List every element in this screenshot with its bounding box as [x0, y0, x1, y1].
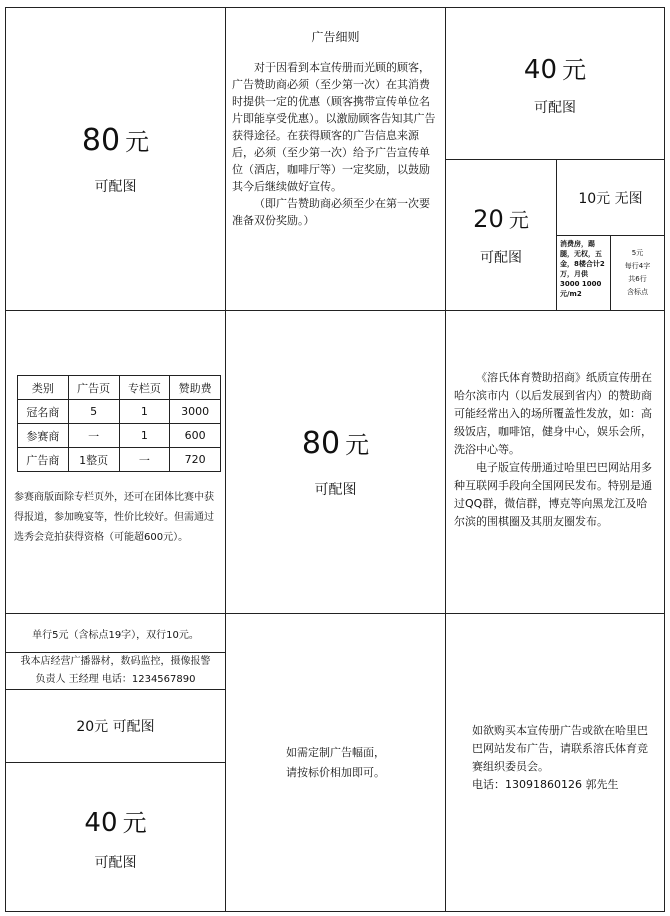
- caption: 可配图: [480, 249, 522, 266]
- ad-5-spec: [610, 235, 665, 311]
- spec-price: 5元: [631, 249, 644, 257]
- table-cell: 720: [170, 448, 221, 472]
- table-cell: 600: [170, 424, 221, 448]
- table-cell: 1整页: [68, 448, 119, 472]
- ad-80-top-left: [5, 7, 226, 311]
- rules-note: （即广告赞助商必须至少在第一次要准备双份奖励。）: [232, 197, 430, 227]
- header-cell: 专栏页: [119, 376, 170, 400]
- caption: 可配图: [534, 100, 576, 116]
- table-cell: 3000: [170, 400, 221, 424]
- spec-punct: 含标点: [627, 288, 648, 296]
- spec-lines: 共6行: [628, 275, 647, 283]
- ad-label: 20元 可配图: [76, 719, 155, 735]
- ad-80-center: [225, 310, 446, 614]
- table-cell: 广告商: [18, 448, 69, 472]
- ad-label: 10元 无图: [578, 190, 643, 207]
- spec-chars: 每行4字: [624, 262, 651, 270]
- caption: 可配图: [94, 854, 137, 871]
- table-cell: 1: [119, 424, 170, 448]
- price-unit: 元: [508, 207, 529, 232]
- header-cell: 赞助费: [170, 376, 221, 400]
- rules-title: 广告细则: [311, 30, 360, 44]
- price: 80: [81, 123, 121, 158]
- ad-40-top-right: [445, 7, 665, 160]
- sponsor-note: 参赛商版面除专栏页外，还可在团体比赛中获得报道，参加晚宴等，性价比较好。但需通过选秀会竞拍获得资格（可能超600元）。: [14, 492, 214, 543]
- contact-phone: 电话：13091860126 郭先生: [472, 778, 619, 791]
- custom-line1: 如需定制广告幅面，: [286, 745, 385, 759]
- sample-ad-line2: 负责人 王经理 电话：1234567890: [35, 674, 196, 685]
- table-row: [18, 448, 221, 472]
- ad-20-bottom: [5, 689, 226, 763]
- price-unit: 元: [125, 128, 150, 156]
- price: 40: [523, 55, 557, 85]
- table-row: [18, 400, 221, 424]
- custom-size-note: [225, 613, 446, 912]
- contact-paragraph: 如欲购买本宣传册广告或欲在哈里巴巴网站发布广告，请联系溶氏体育竞赛组织委员会。: [472, 724, 648, 773]
- sample-text: 消费房，踢腿，无权，五金，8楼合计2万，月供3000 1000元/m2: [560, 240, 605, 298]
- price: 20: [473, 204, 504, 233]
- table-cell: 冠名商: [18, 400, 69, 424]
- sponsor-table: [17, 375, 221, 472]
- header-cell: 类别: [18, 376, 69, 400]
- price: 80: [301, 426, 341, 461]
- ad-5-sample: [556, 235, 611, 311]
- price-unit: 元: [122, 808, 147, 837]
- price-unit: 元: [345, 431, 370, 459]
- rules-panel: [225, 7, 446, 311]
- table-row: [18, 424, 221, 448]
- intro-panel: [445, 310, 665, 614]
- intro-paragraph-online: 电子版宣传册通过哈里巴巴网站用多种互联网手段向全国网民发布。特别是通过QQ群，微信群，博克等向黑龙江及哈尔滨的围棋圈及其朋友圈发布。: [454, 461, 652, 528]
- ad-20: [445, 159, 557, 311]
- intro-paragraph-print: 《溶氏体育赞助招商》纸质宣传册在哈尔滨市内（以后发展到省内）的赞助商可能经常出入的场所覆盖性发放，如：高级饭店，咖啡馆，健身中心，娱乐会所，洗浴中心等。: [454, 371, 652, 456]
- line-rate-text: 单行5元（含标点19字），双行10元。: [32, 629, 199, 641]
- sample-ad: [5, 652, 226, 690]
- table-cell: 1: [119, 400, 170, 424]
- sample-ad-line1: 我本店经营广播器材，数码监控，摄像报警: [20, 656, 211, 667]
- ad-40-bottom-left: [5, 762, 226, 912]
- custom-line2: 请按标价相加即可。: [286, 765, 385, 779]
- price-unit: 元: [562, 56, 587, 84]
- price: 40: [84, 807, 118, 838]
- table-cell: 5: [68, 400, 119, 424]
- line-rate: [5, 613, 226, 653]
- caption: 可配图: [94, 179, 137, 195]
- table-cell: 一: [119, 448, 170, 472]
- sponsor-panel: [5, 310, 226, 614]
- caption: 可配图: [314, 482, 357, 498]
- header-cell: 广告页: [68, 376, 119, 400]
- table-cell: 一: [68, 424, 119, 448]
- ad-10-no-image: [556, 159, 665, 236]
- rules-paragraph: 对于因看到本宣传册而光顾的顾客，广告赞助商必须（至少第一次）在其消费时提供一定的优惠（顾客携带宣传单位名片即能享受优惠）。以激励顾客告知其广告获得途径。在获得顾客的广告信息来源后，必须（至少第一次）给予广告宣传单位（酒店，咖啡厅等）一定奖励，以鼓励其今后继续做好宣传。: [232, 61, 436, 193]
- table-cell: 参赛商: [18, 424, 69, 448]
- contact-panel: [445, 613, 665, 912]
